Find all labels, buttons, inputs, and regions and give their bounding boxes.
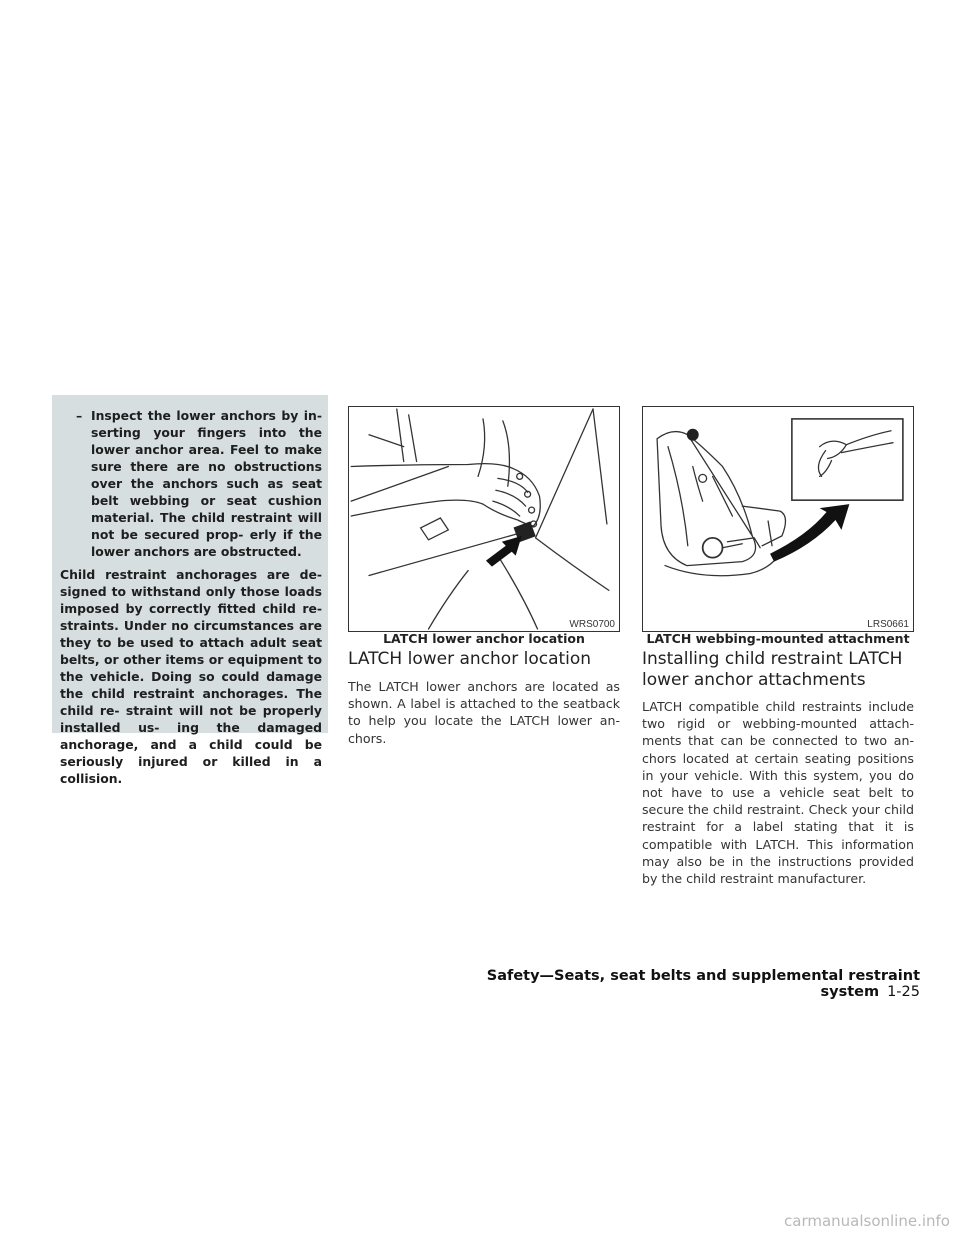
bullet-dash: –	[76, 408, 83, 423]
section-body: LATCH compatible child restraints include two rigid or webbing-mounted attach- ments that can be connected to two an- chors located at certain seating positions in your vehicle. With this system, you do not have to use a vehicle seat belt to secure the child restraint. Check your child restraint for a label stating that it is compatible with LATCH. This information may also be in the instructions provided by the child restraint manufacturer.	[642, 699, 914, 887]
figure-code: WRS0700	[569, 619, 615, 630]
warning-bullet	[76, 407, 322, 560]
section-heading: LATCH lower anchor location	[348, 649, 592, 669]
page-number: 1-25	[887, 984, 920, 1000]
figure2-caption: LATCH webbing-mounted attachment	[646, 631, 910, 646]
figure-code: LRS0661	[867, 619, 909, 630]
figure1-caption: LATCH lower anchor location	[383, 631, 585, 646]
figure-webbing-mounted-attachment	[642, 406, 914, 632]
warning-box	[52, 395, 328, 786]
figure-lower-anchor-location	[348, 406, 620, 632]
page-footer	[420, 968, 920, 1000]
warning-bullet-text: Inspect the lower anchors by in- serting your fingers into the lower anchor area. Feel to make sure there are no obstructions over the anchors such as seat belt webbing or seat cushion material. The child restraint will not be secured prop- erly if the lower anchors are obstructed.	[91, 408, 322, 559]
watermark: carmanualsonline.info	[784, 1212, 950, 1230]
footer-section-title: Safety—Seats, seat belts and supplemental restraint system	[486, 968, 920, 1000]
section-heading: Installing child restraint LATCH lower anchor attachments	[642, 649, 903, 690]
warning-paragraph: Child restraint anchorages are de- signed to withstand only those loads imposed by correctly fitted child re- straints. Under no circumstances are they to be used to attach adult seat belts, or other items or equipment to the vehicle. Doing so could damage the child restraint anchorages. The child re- straint will not be properly installed us- ing the damaged anchorage, and a child could be seriously injured or killed in a collision.	[60, 567, 322, 786]
section-body: The LATCH lower anchors are located as shown. A label is attached to the seatback to help you locate the LATCH lower an- chors.	[348, 679, 620, 746]
lower-anchor-illustration	[349, 407, 619, 631]
webbing-attachment-illustration	[643, 407, 913, 631]
